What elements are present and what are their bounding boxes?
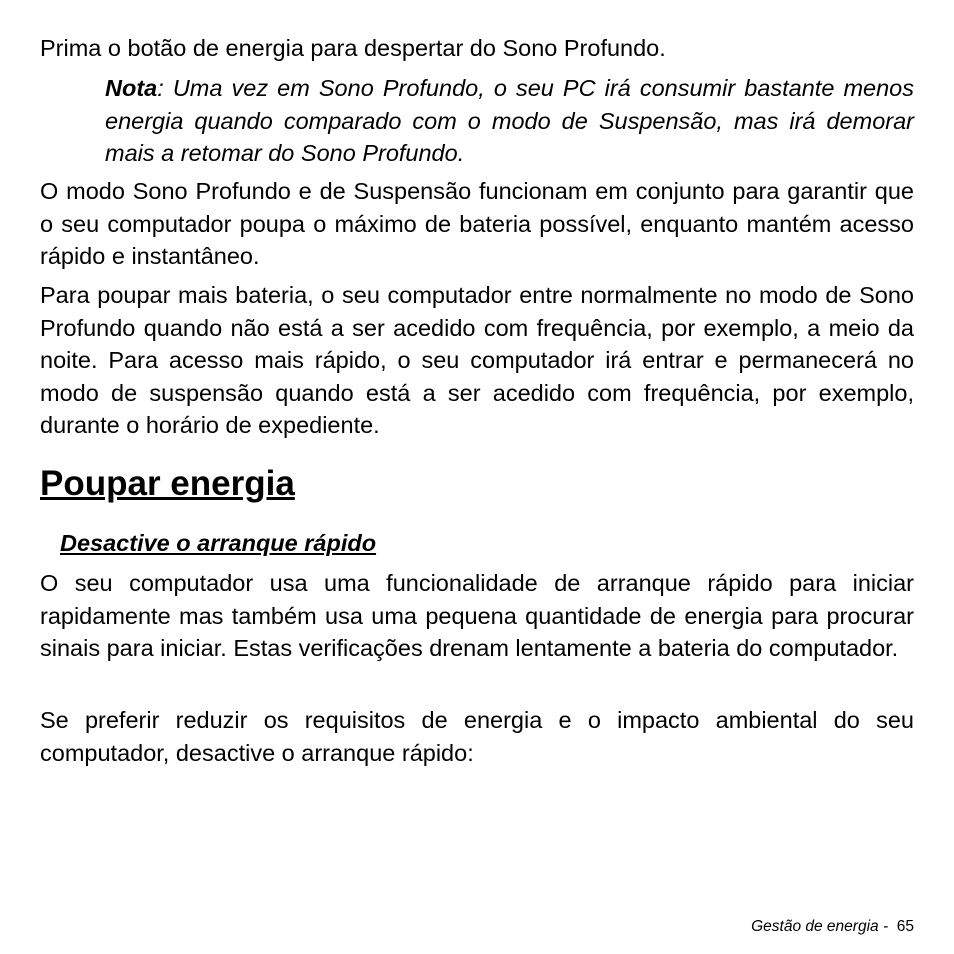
- subsection-heading: Desactive o arranque rápido: [60, 530, 377, 556]
- page-number: 65: [896, 918, 914, 935]
- note-label: Nota: [105, 75, 158, 101]
- note-paragraph: [105, 72, 914, 170]
- paragraph-together: O modo Sono Profundo e de Suspensão funcionam em conjunto para garantir que o seu computador poupa o máximo de bateria possível, enquanto mantém acesso rápido e instantâneo.: [40, 178, 914, 269]
- page-footer: [751, 916, 914, 938]
- paragraph-battery: Para poupar mais bateria, o seu computador entre normalmente no modo de Sono Profundo quando não está a ser acedido com frequência, por exemplo, a meio da noite. Para acesso mais rápido, o seu computador irá entrar e permanecerá no modo de suspensão quando está a ser acedido com frequência, por exemplo, durante o horário de expediente.: [40, 282, 914, 438]
- note-text: : Uma vez em Sono Profundo, o seu PC irá consumir bastante menos energia quando comparado com o modo de Suspensão, mas irá demorar mais a retomar do Sono Profundo.: [105, 75, 914, 166]
- paragraph-wake: Prima o botão de energia para despertar do Sono Profundo.: [40, 35, 666, 61]
- paragraph-reduce: Se preferir reduzir os requisitos de energia e o impacto ambiental do seu computador, desactive o arranque rápido:: [40, 707, 914, 766]
- section-heading: Poupar energia: [40, 464, 295, 503]
- footer-chapter: Gestão de energia -: [751, 918, 889, 935]
- paragraph-fast-start: O seu computador usa uma funcionalidade de arranque rápido para iniciar rapidamente mas também usa uma pequena quantidade de energia para procurar sinais para iniciar. Estas verificações drenam lentamente a bateria do computador.: [40, 570, 914, 661]
